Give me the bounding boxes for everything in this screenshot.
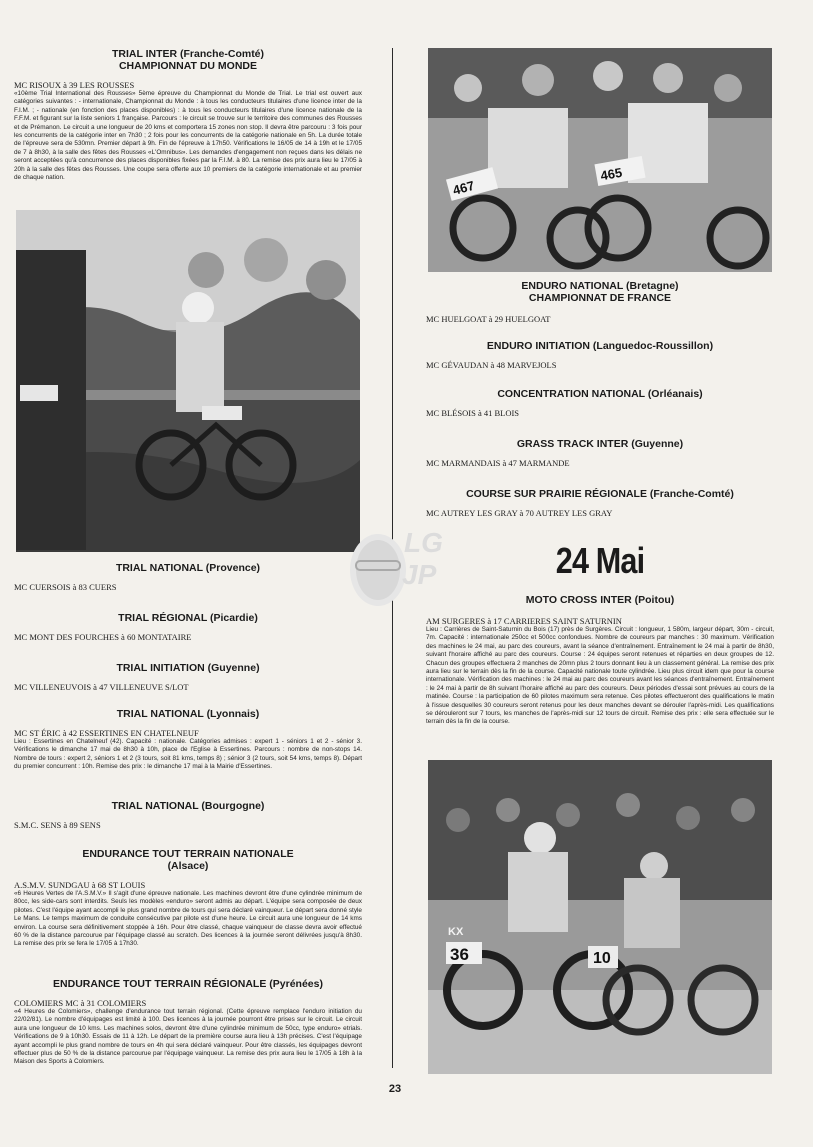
event-region: (Pyrénées) bbox=[269, 978, 323, 990]
event-trial-provence bbox=[14, 562, 362, 592]
event-region: (Bretagne) bbox=[626, 280, 679, 292]
event-title: TRIAL INTER bbox=[111, 48, 178, 60]
event-title: TRIAL NATIONAL bbox=[115, 562, 203, 574]
event-region: (Franche-Comté) bbox=[180, 48, 265, 60]
motocross-photo-drawing bbox=[428, 760, 772, 1074]
trial-photo-drawing bbox=[16, 210, 360, 552]
event-club: COLOMIERS MC à 31 COLOMIERS bbox=[14, 998, 147, 1008]
date-heading: 24 Mai bbox=[555, 540, 645, 581]
event-trial-bourgogne bbox=[14, 800, 362, 830]
enduro-photo bbox=[428, 48, 772, 272]
race-number-a: 36 bbox=[450, 945, 469, 964]
event-title: CONCENTRATION NATIONAL bbox=[497, 388, 645, 400]
event-description: «4 Heures de Colomiers», challenge d'endurance tout terrain régional. (Cette épreuve remplace l'enduro initiation du 22/02/81). Le nombre d'équipages est limité à 100. Des licences à la journée pourront être prises sur le circuit. Le circuit aura une longueur de 10 kms. Les machines solos, devront être d'une cylindrée minimum de 50cc, type enduro» etrials. Vérifications de 9 à 10h30. Essais de 11 à 12h. Le départ de la première course aura lieu à 13h précises. C'est l'équipage ayant accompli le plus grand nombre de tours en 4h qui sera déclaré vainqueur. Pour être classés, les équipages devront effectuer plus de 50 % de la distance parcourue par l'équipage vainqueur. La remise des prix aura lieu le 17/05 à 18h à la Maison des Sports à Colomiers. bbox=[14, 1008, 362, 1066]
event-title: GRASS TRACK INTER bbox=[516, 438, 629, 450]
event-club: MC RISOUX à 39 LES ROUSSES bbox=[14, 80, 135, 90]
event-description: Lieu : Carrières de Saint-Saturnin du Bois (17) près de Surgères. Circuit : longueur, 1 580m, largeur départ, 30m - circuit, 7m. Capacité : internationale 250cc et 500cc confondues. Nombre de coureurs par manches : 30 maximum. Vérification des machines le 24 mai, au parc des coureurs, avant la séance d'entraînement. Entraînement le 24 mai à partir de 8h30, suivant l'horaire affiché au parc des coureurs. Course : 24 équipes seront retenues et réparties en deux groupes de 12. Chacun des groupes effectuera 2 manches de 20mn plus 2 tours donnant lieu à un classement général. La remise des prix aura lieu sur le terrain dès la fin de la course. Capacité nationale toute cylindrée. Lieu plus circuit idem que pour la course internationale. Vérification des machines : le 24 mai au parc des coureurs avant les séances d'entraînement. Entraînement : le 24 mai à partir de 8h suivant l'horaire affiché au parc des coureurs. Deux périodes d'essai sont prévues au cours de la matinée. Course : la participation de 60 pilotes maximum sera retenue. Ces pilotes effectueront des qualifications le matin à l'issue desquelles 30 coureurs seront retenus pour les deux manches devant se dérouler l'après-midi. Les qualifications se dérouleront sur 7 tours, les manches de l'après-midi sur 12 tours de circuit. Remise des prix : elle sera effectuée sur le terrain dès la fin de la course. bbox=[426, 626, 774, 726]
event-club: MC BLÉSOIS à 41 BLOIS bbox=[426, 408, 520, 418]
enduro-photo-drawing bbox=[428, 48, 772, 272]
event-endurance-pyrenees bbox=[14, 978, 362, 1067]
event-club: MC AUTREY LES GRAY à 70 AUTREY LES GRAY bbox=[426, 508, 613, 518]
event-region: (Lyonnais) bbox=[206, 708, 260, 720]
event-trial-picardie bbox=[14, 612, 362, 642]
event-title: TRIAL NATIONAL bbox=[116, 708, 204, 720]
event-trial-lyonnais bbox=[14, 708, 362, 772]
event-description: Lieu : Essertines en Chatelneuf (42). Capacité : nationale. Catégories admises : expert 1 - séniors 1 et 2 - sénior 3. Vérifications le dimanche 17 mai de 8h30 à 10h, place de l'Eglise à Essertines. Parcours : nombre de non-stops 14. Nombre de tours : expert 2, séniors 1 et 2 (3 tours, soit 81 kms, temps 8) ; sénior 3 (2 tours, soit 54 kms, temps 8). Départ du premier concurrent : 10h. Remise des prix : le dimanche 17 mai à la Mairie d'Essertines. bbox=[14, 738, 362, 771]
bike-number-b: 465 bbox=[599, 164, 624, 184]
event-description: «6 Heures Vertes de l'A.S.M.V.» Il s'agit d'une épreuve nationale. Les machines devront être d'une cylindrée minimum de 80cc, les side-cars sont interdits. Seuls les modèles «enduro» seront admis au départ. L'équipe sera composée de deux pilotes. C'est l'équipe ayant accompli le plus grand nombre de tours qui sera déclaré vainqueur. Le départ sera donné style Le Mans. Le temps maximum de conduite consécutive par pilote est d'une heure. Le circuit aura une longueur de 14 kms environ. La course sera définitivement stoppée à 16h. Pour être classé, chaque vainqueur de classe devra avoir effectué 60 % de la distance parcourue par l'équipage classé au scratch. Des licences à la journée seront délivrées jusqu'à 8h30. La remise des prix se fera le 17/05 à 17h30. bbox=[14, 890, 362, 948]
event-club: S.M.C. SENS à 89 SENS bbox=[14, 820, 101, 830]
watermark-text-1: LG bbox=[404, 527, 443, 558]
watermark-logo bbox=[340, 525, 470, 615]
race-brand: KX bbox=[448, 926, 464, 938]
event-region: (Picardie) bbox=[209, 612, 258, 624]
event-club: MC HUELGOAT à 29 HUELGOAT bbox=[426, 314, 551, 324]
event-title: ENDURO INITIATION bbox=[486, 340, 590, 352]
race-number-b: 10 bbox=[593, 950, 611, 967]
event-region: (Guyenne) bbox=[207, 662, 260, 674]
event-title: TRIAL INITIATION bbox=[116, 662, 205, 674]
event-region: (Orléanais) bbox=[647, 388, 703, 400]
event-region: (Franche-Comté) bbox=[649, 488, 734, 500]
event-title: ENDURANCE TOUT TERRAIN NATIONALE bbox=[82, 848, 294, 860]
event-trial-inter bbox=[14, 48, 362, 182]
event-club: MC MARMANDAIS à 47 MARMANDE bbox=[426, 458, 570, 468]
event-region: (Languedoc-Roussillon) bbox=[592, 340, 714, 352]
event-club: MC VILLENEUVOIS à 47 VILLENEUVE S/LOT bbox=[14, 682, 189, 692]
page-number: 23 bbox=[388, 1083, 402, 1095]
event-title: TRIAL RÉGIONAL bbox=[118, 612, 208, 624]
event-region: (Poitou) bbox=[634, 594, 675, 606]
event-region: (Bourgogne) bbox=[201, 800, 265, 812]
event-region: (Alsace) bbox=[167, 860, 209, 872]
event-motocross-poitou bbox=[426, 594, 774, 727]
event-title: COURSE SUR PRAIRIE RÉGIONALE bbox=[466, 488, 647, 500]
event-description: «10ème Trial International des Rousses» 5ème épreuve du Championnat du Monde de Trial. Le trial est ouvert aux catégories suivantes : - internationale, Championnat du Monde : à tous les conducteurs titulaires d'une licence inter de la F.I.M. ; - nationale (en fonction des places disponibles) : à tous les conducteurs titulaires d'une licence nationale de la F.F.M. et figurant sur la liste seniors 1 française. Parcours : le circuit se trouve sur le territoire des communes des Rousses et de Prémanon. Le circuit a une longueur de 20 kms et comportera 15 zones non stop. Il devra être parcouru : 3 fois pour les concurrents de la catégorie inter en 7h30 ; 2 fois pour les concurrents de la catégorie nationale en 5h. La durée totale de l'épreuve sera de 530mn. Premier départ à 9h. Fin de l'épreuve à 17h50. Vérifications le 16/05 de 14 à 19h et le 17/05 de 7 à 8h30, à la salle des fêtes des Rousses «L'Omnibus». Les demandes d'engagement non reçues dans les délais ne seront acceptées qu'à concurrence des places disponibles fixées par la F.I.M. à 80. La remise des prix aura lieu le 17/05 à 20h à la salle des fêtes des Rousses. Une coupe sera offerte aux 10 premiers de la catégorie internationale et au premier de chaque nation. bbox=[14, 90, 362, 182]
motocross-photo bbox=[428, 760, 772, 1074]
event-club: MC GÉVAUDAN à 48 MARVEJOLS bbox=[426, 360, 557, 370]
event-title: ENDURO NATIONAL bbox=[521, 280, 624, 292]
event-title: MOTO CROSS INTER bbox=[525, 594, 632, 606]
event-trial-guyenne bbox=[14, 662, 362, 692]
event-club: MC ST ÉRIC à 42 ESSERTINES EN CHATELNEUF bbox=[14, 728, 199, 738]
event-club: MC MONT DES FOURCHES à 60 MONTATAIRE bbox=[14, 632, 192, 642]
event-endurance-alsace bbox=[14, 848, 362, 949]
event-subtitle: CHAMPIONNAT DE FRANCE bbox=[528, 292, 672, 304]
watermark-text-2: JP bbox=[402, 559, 437, 590]
event-title: ENDURANCE TOUT TERRAIN RÉGIONALE bbox=[53, 978, 267, 990]
event-prairie-franche-comte bbox=[426, 488, 774, 518]
bike-number-a: 467 bbox=[451, 177, 476, 198]
event-title: TRIAL NATIONAL bbox=[111, 800, 199, 812]
trial-photo bbox=[16, 210, 360, 552]
event-subtitle: CHAMPIONNAT DU MONDE bbox=[118, 60, 258, 72]
event-enduro-languedoc bbox=[426, 340, 774, 370]
event-enduro-bretagne bbox=[426, 280, 774, 324]
event-grasstrack-guyenne bbox=[426, 438, 774, 468]
event-region: (Provence) bbox=[205, 562, 261, 574]
event-club: AM SURGERES à 17 CARRIERES SAINT SATURNIN bbox=[426, 616, 622, 626]
event-club: MC CUERSOIS à 83 CUERS bbox=[14, 582, 117, 592]
event-club: A.S.M.V. SUNDGAU à 68 ST LOUIS bbox=[14, 880, 146, 890]
event-region: (Guyenne) bbox=[631, 438, 684, 450]
event-concentration-orleanais bbox=[426, 388, 774, 418]
